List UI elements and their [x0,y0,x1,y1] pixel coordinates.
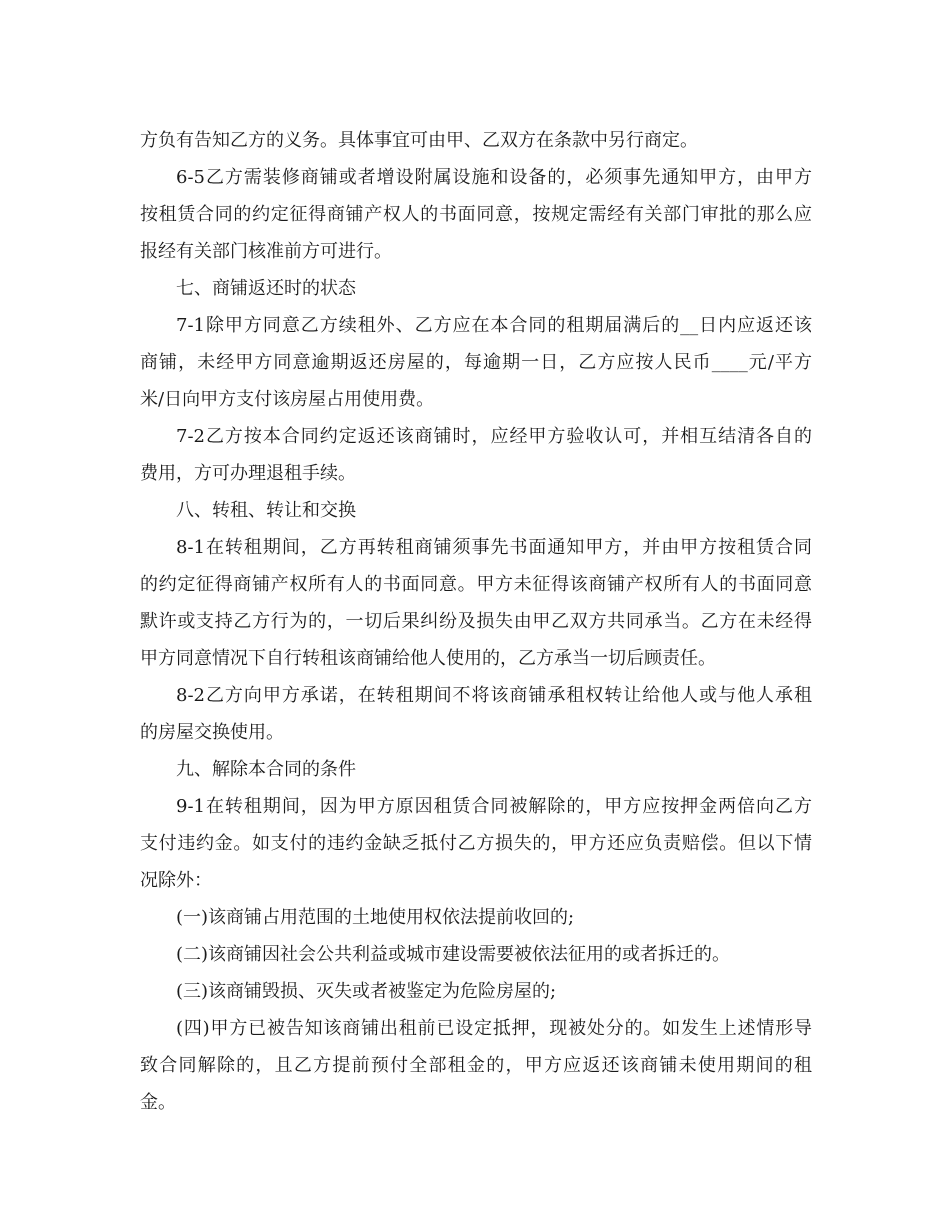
text-line: 费用，方可办理退租手续。 [140,463,356,484]
list-item: (三)该商铺毁损、灭失或者被鉴定为危险房屋的; [176,981,557,1002]
text-line: 的房屋交换使用。 [140,722,284,743]
text-line: 况除外： [140,870,212,891]
text-line: 8-1在转租期间，乙方再转租商铺须事先书面通知甲方，并由甲方按租赁合同 [176,537,812,558]
text-line: 8-2乙方向甲方承诺，在转租期间不将该商铺承租权转让给他人或与他人承租 [176,685,812,706]
text-line: 金。 [140,1092,176,1113]
text-line: 报经有关部门核准前方可进行。 [140,241,392,262]
list-item: (二)该商铺因社会公共利益或城市建设需要被依法征用的或者拆迁的。 [176,944,731,965]
text-line: 米/日向甲方支付该房屋占用使用费。 [140,389,435,410]
text-line: 甲方同意情况下自行转租该商铺给他人使用的，乙方承当一切后顾责任。 [140,648,716,669]
document-body [140,122,812,1121]
section-heading: 八、转租、转让和交换 [176,500,356,521]
text-line: 按租赁合同的约定征得商铺产权人的书面同意，按规定需经有关部门审批的那么应 [140,204,812,225]
text-line: 致合同解除的，且乙方提前预付全部租金的，甲方应返还该商铺未使用期间的租 [140,1055,812,1076]
text-line: 7-1除甲方同意乙方续租外、乙方应在本合同的租期届满后的__日内应返还该 [176,315,812,336]
text-line: 商铺，未经甲方同意逾期返还房屋的，每逾期一日，乙方应按人民币____元/平方 [140,352,812,373]
text-line: 9-1在转租期间，因为甲方原因租赁合同被解除的，甲方应按押金两倍向乙方 [176,796,812,817]
text-line: 7-2乙方按本合同约定返还该商铺时，应经甲方验收认可，并相互结清各自的 [176,426,812,447]
text-line: 支付违约金。如支付的违约金缺乏抵付乙方损失的，甲方还应负责赔偿。但以下情 [140,833,812,854]
text-line: 6-5乙方需装修商铺或者增设附属设施和设备的，必须事先通知甲方，由甲方 [176,167,812,188]
list-item: (四)甲方已被告知该商铺出租前已设定抵押，现被处分的。如发生上述情形导 [176,1018,812,1039]
text-line: 的约定征得商铺产权所有人的书面同意。甲方未征得该商铺产权所有人的书面同意 [140,574,812,595]
text-line: 默许或支持乙方行为的，一切后果纠纷及损失由甲乙双方共同承当。乙方在未经得 [140,611,812,632]
text-line: 方负有告知乙方的义务。具体事宜可由甲、乙双方在条款中另行商定。 [140,130,698,151]
section-heading: 七、商铺返还时的状态 [176,278,356,299]
list-item: (一)该商铺占用范围的土地使用权依法提前收回的; [176,907,575,928]
section-heading: 九、解除本合同的条件 [176,759,356,780]
